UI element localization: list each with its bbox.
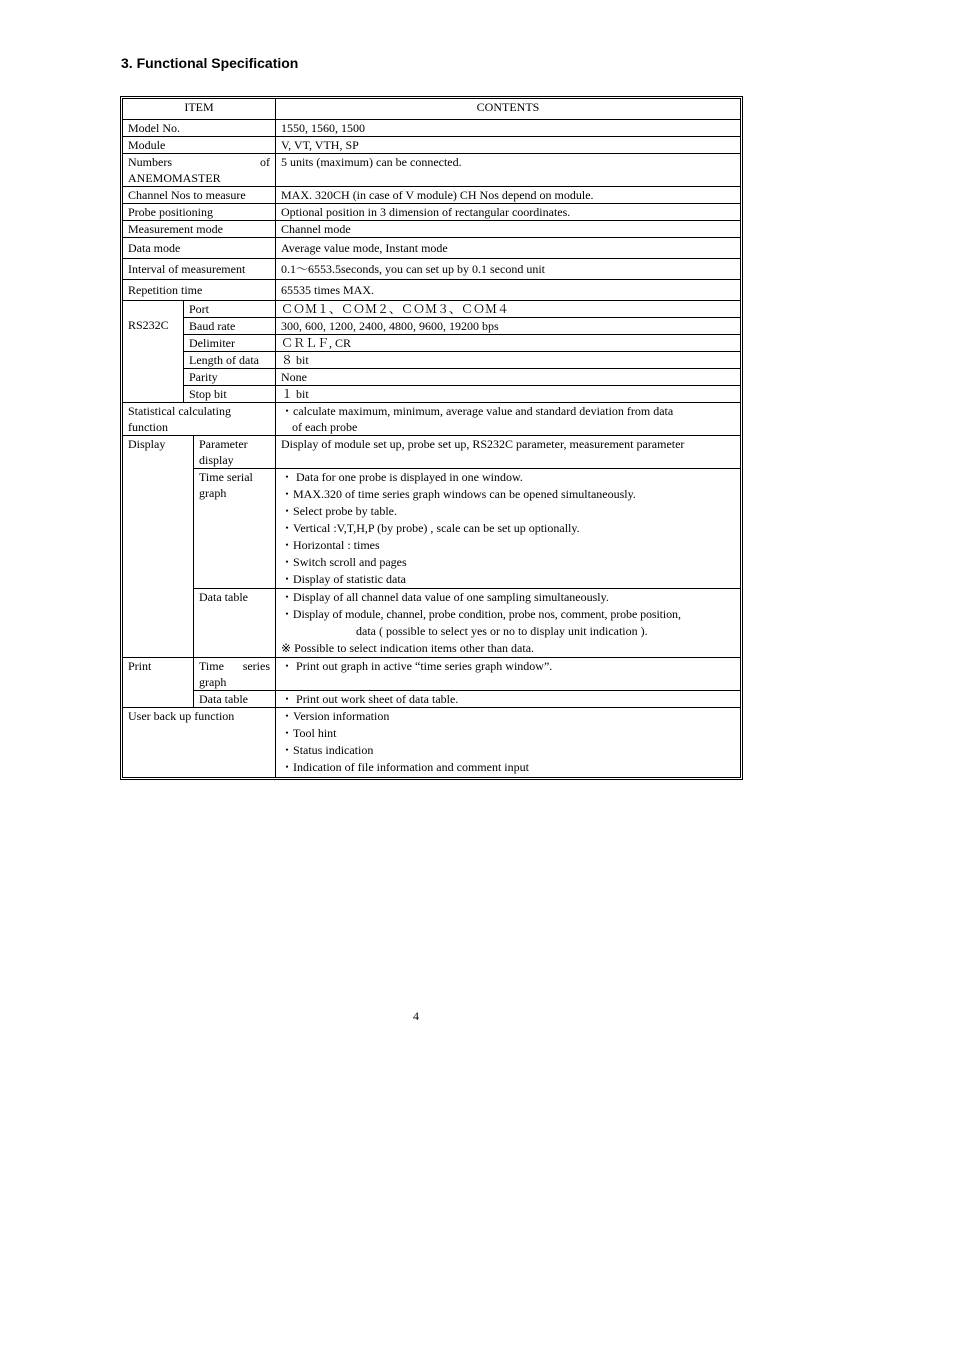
row-value bbox=[276, 708, 741, 778]
table-row bbox=[123, 204, 741, 221]
row-value: None bbox=[276, 369, 741, 386]
row-value: 5 units (maximum) can be connected. bbox=[276, 154, 741, 187]
section-heading: 3. Functional Specification bbox=[121, 55, 299, 71]
row-label: Repetition time bbox=[123, 280, 276, 301]
value-line: data ( possible to select yes or no to display unit indication ). bbox=[356, 624, 648, 638]
row-label-part: ANEMOMASTER bbox=[128, 171, 221, 185]
sub-label: Data table bbox=[194, 589, 276, 658]
header-contents: CONTENTS bbox=[276, 99, 741, 120]
sub-label: Parameter display bbox=[194, 436, 276, 469]
row-label: Model No. bbox=[123, 120, 276, 137]
sub-label: Delimiter bbox=[184, 335, 276, 352]
table-row bbox=[123, 386, 741, 403]
page-number: 4 bbox=[413, 1009, 419, 1023]
sub-label-part: series bbox=[242, 659, 271, 673]
sub-label: Data table bbox=[194, 691, 276, 708]
list-item: ・Version information bbox=[281, 709, 390, 723]
table-row bbox=[123, 352, 741, 369]
spec-table bbox=[122, 98, 741, 778]
table-row bbox=[123, 120, 741, 137]
value-line: ・Display of all channel data value of one sampling simultaneously. bbox=[281, 590, 609, 604]
table-row bbox=[123, 221, 741, 238]
sub-label: Baud rate bbox=[184, 318, 276, 335]
row-label-part: of bbox=[260, 155, 271, 169]
list-item: ・ Data for one probe is displayed in one window. bbox=[281, 470, 523, 484]
list-item: ・Indication of file information and comment input bbox=[281, 760, 529, 774]
list-item: ・Status indication bbox=[281, 743, 374, 757]
value-line: ※ Possible to select indication items other than data. bbox=[281, 641, 535, 655]
list-item: ・Switch scroll and pages bbox=[281, 555, 407, 569]
row-label: Module bbox=[123, 137, 276, 154]
row-label: Statistical calculating function bbox=[123, 403, 276, 436]
row-label: Probe positioning bbox=[123, 204, 276, 221]
row-value: 65535 times MAX. bbox=[276, 280, 741, 301]
row-value: ＣＲＬＦ, CR bbox=[276, 335, 741, 352]
row-value: ・ Print out work sheet of data table. bbox=[276, 691, 741, 708]
row-label: User back up function bbox=[123, 708, 276, 778]
table-row bbox=[123, 469, 741, 589]
print-label: Print bbox=[123, 658, 194, 708]
row-label: Interval of measurement bbox=[123, 259, 276, 280]
sub-label: Length of data bbox=[184, 352, 276, 369]
row-label bbox=[123, 154, 276, 187]
sub-label: Port bbox=[184, 301, 276, 318]
value-line: of each probe bbox=[292, 420, 358, 434]
list-item: ・Tool hint bbox=[281, 726, 337, 740]
table-row bbox=[123, 187, 741, 204]
sub-label bbox=[194, 658, 276, 691]
row-value: Average value mode, Instant mode bbox=[276, 238, 741, 259]
rs232c-label: RS232C bbox=[123, 301, 184, 403]
table-row bbox=[123, 691, 741, 708]
row-value bbox=[276, 469, 741, 589]
list-item: ・Display of statistic data bbox=[281, 572, 406, 586]
sub-label-part: graph bbox=[199, 675, 227, 689]
row-label-part: Numbers bbox=[128, 155, 172, 169]
row-value: Display of module set up, probe set up, RS232C parameter, measurement parameter bbox=[276, 436, 741, 469]
header-item: ITEM bbox=[123, 99, 276, 120]
list-item: ・Vertical :V,T,H,P (by probe) , scale can be set up optionally. bbox=[281, 521, 580, 535]
table-row bbox=[123, 259, 741, 280]
row-label: Measurement mode bbox=[123, 221, 276, 238]
row-value: ・ Print out graph in active “time series graph window”. bbox=[276, 658, 741, 691]
value-line: ・calculate maximum, minimum, average value and standard deviation from data bbox=[281, 404, 674, 418]
value-line: ・Display of module, channel, probe condition, probe nos, comment, probe position, bbox=[281, 607, 681, 621]
table-header-row bbox=[123, 99, 741, 120]
row-value: 1550, 1560, 1500 bbox=[276, 120, 741, 137]
table-row bbox=[123, 658, 741, 691]
table-row bbox=[123, 708, 741, 778]
row-value: 300, 600, 1200, 2400, 4800, 9600, 19200 bps bbox=[276, 318, 741, 335]
table-row bbox=[123, 436, 741, 469]
sub-label-part: Time bbox=[199, 659, 224, 673]
table-row bbox=[123, 318, 741, 335]
sub-label: Time serial graph bbox=[194, 469, 276, 589]
row-value: MAX. 320CH (in case of V module) CH Nos depend on module. bbox=[276, 187, 741, 204]
table-row bbox=[123, 154, 741, 187]
table-row bbox=[123, 238, 741, 259]
display-label: Display bbox=[123, 436, 194, 658]
table-row bbox=[123, 301, 741, 318]
table-row bbox=[123, 280, 741, 301]
sub-label: Stop bit bbox=[184, 386, 276, 403]
row-value: ＣＯＭ１、ＣＯＭ２、ＣＯＭ３、ＣＯＭ４ bbox=[276, 301, 741, 318]
row-value: Optional position in 3 dimension of rectangular coordinates. bbox=[276, 204, 741, 221]
sub-label: Parity bbox=[184, 369, 276, 386]
row-value: ８ bit bbox=[276, 352, 741, 369]
row-label: Channel Nos to measure bbox=[123, 187, 276, 204]
table-row bbox=[123, 137, 741, 154]
row-value bbox=[276, 403, 741, 436]
spec-table-frame bbox=[120, 96, 743, 780]
table-row bbox=[123, 403, 741, 436]
row-value bbox=[276, 589, 741, 658]
table-row bbox=[123, 369, 741, 386]
table-row bbox=[123, 589, 741, 658]
row-value: V, VT, VTH, SP bbox=[276, 137, 741, 154]
list-item: ・Horizontal : times bbox=[281, 538, 380, 552]
list-item: ・Select probe by table. bbox=[281, 504, 397, 518]
list-item: ・MAX.320 of time series graph windows can be opened simultaneously. bbox=[281, 487, 636, 501]
row-value: １ bit bbox=[276, 386, 741, 403]
row-label: Data mode bbox=[123, 238, 276, 259]
table-row bbox=[123, 335, 741, 352]
row-value: Channel mode bbox=[276, 221, 741, 238]
row-value: 0.1～6553.5seconds, you can set up by 0.1 second unit bbox=[276, 259, 741, 280]
